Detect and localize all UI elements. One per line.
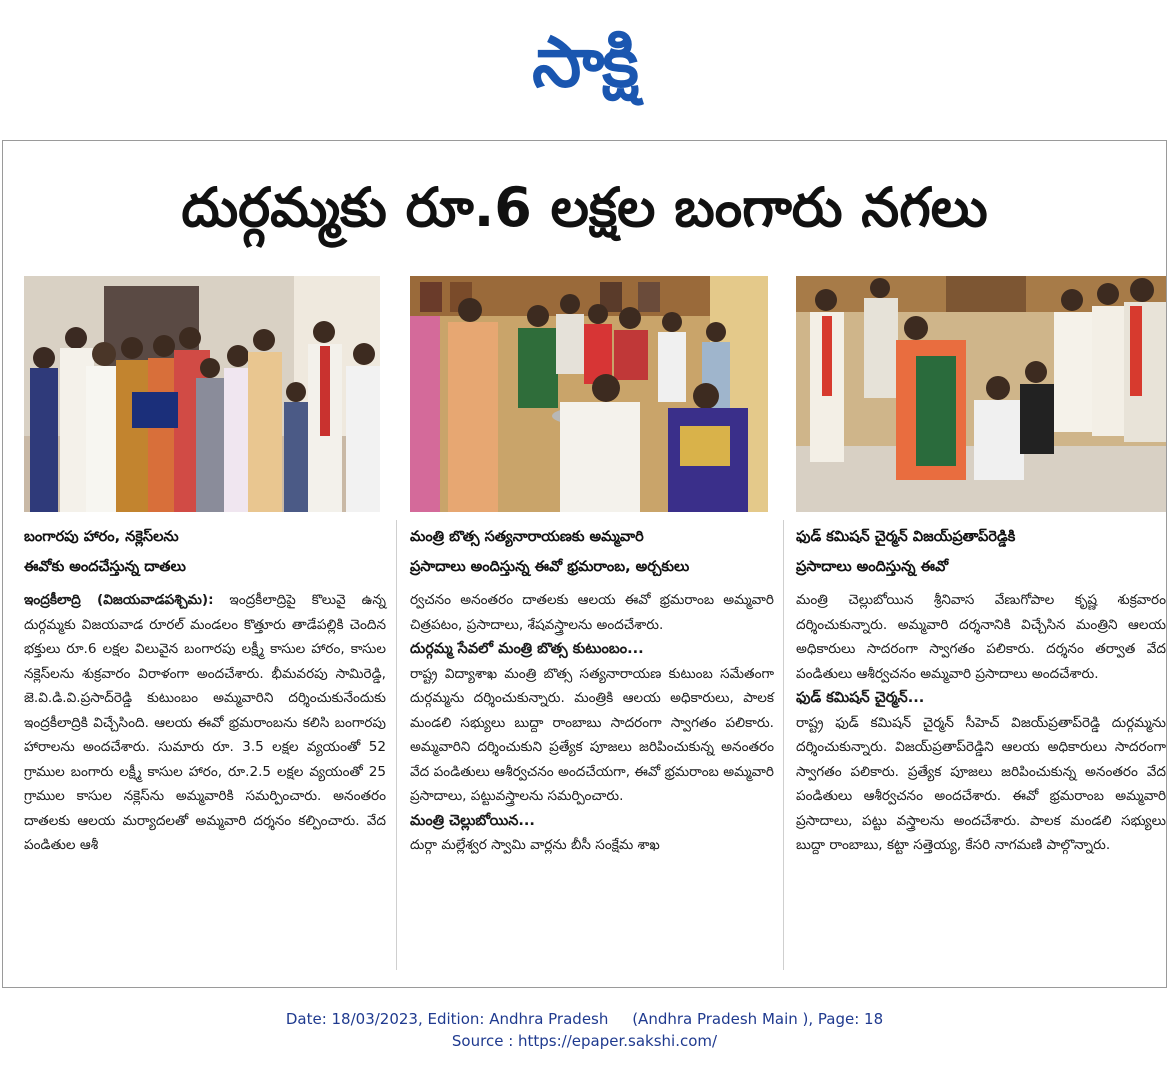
photo-caption-2 bbox=[410, 522, 772, 582]
caption-line: ప్రసాదాలు అందిస్తున్న ఈవో bbox=[796, 559, 949, 575]
article-subhead: ఫుడ్ కమిషన్ చైర్మన్... bbox=[796, 690, 925, 706]
article-subhead: దుర్గమ్మ సేవలో మంత్రి బొత్స కుటుంబం... bbox=[410, 641, 644, 657]
masthead bbox=[0, 10, 1169, 130]
epaper-footer bbox=[0, 1008, 1169, 1052]
sakshi-logo: సాక్షి bbox=[532, 20, 637, 103]
article-dateline: ఇంద్రకీలాద్రి (విజయవాడపశ్చిమ): bbox=[24, 592, 214, 608]
caption-line: బంగారపు హారం, నక్లెస్‌లను bbox=[24, 529, 179, 545]
photo-minister-receiving-prasadam bbox=[410, 276, 768, 512]
caption-line: మంత్రి బొత్స సత్యనారాయణకు అమ్మవారి bbox=[410, 529, 644, 545]
photo-caption-3 bbox=[796, 522, 1166, 582]
article-paragraph: రాష్ట్ర ఫుడ్ కమిషన్ చైర్మన్ సీహెచ్ విజయ్‌ప్రతాప్‌రెడ్డి దుర్గమ్మను దర్శించుకున్నారు. విజయ్‌ప్రతాప్‌రెడ్డిని ఆలయ అధికారులు సాదరంగా స్వాగతం పలికారు. ప్రత్యేక పూజలు జరిపించుకున్న అనంతరం వేద పండితులు ఆశీర్వచనం అందచేశారు. ఈవో భ్రమరాంబ అమ్మవారి ప్రసాదాలు, పట్టు వస్త్రాలను అందచేశారు. పాలక మండలి సభ్యులు బుద్దా రాంబాబు, కట్టా సత్తెయ్య, కేసరి నాగమణి పాల్గొన్నారు. bbox=[796, 714, 1166, 853]
column-divider bbox=[396, 520, 397, 970]
article-column-1 bbox=[24, 588, 386, 858]
edition-info: Date: 18/03/2023, Edition: Andhra Pradesh (Andhra Pradesh Main ), Page: 18 bbox=[285, 1010, 884, 1028]
photo-food-commission-chairman bbox=[796, 276, 1166, 512]
photo-donors-presenting-necklace bbox=[24, 276, 380, 512]
article-subhead: మంత్రి చెల్లుబోయిన... bbox=[410, 812, 535, 829]
article-headline: దుర్గమ్మకు రూ.6 లక్షల బంగారు నగలు bbox=[181, 176, 988, 239]
article-column-2 bbox=[410, 588, 774, 858]
caption-line: ఈవోకు అందచేస్తున్న దాతలు bbox=[24, 559, 186, 575]
article-paragraph: మంత్రి చెల్లుబోయిన శ్రీనివాస వేణుగోపాల కృష్ణ శుక్రవారం దర్శించుకున్నారు. అమ్మవారి దర్శనానికి విచ్చేసిన మంత్రిని ఆలయ అధికారులు సాదరంగా స్వాగతం పలికారు. దర్శనం తర్వాత వేద పండితులు ఆశీర్వచనం అమ్మవారి ప్రసాదాలు అందచేశారు. bbox=[796, 592, 1166, 682]
article-paragraph: ర్వచనం అనంతరం దాతలకు ఆలయ ఈవో భ్రమరాంబ అమ్మవారి చిత్రపటం, ప్రసాదాలు, శేషవస్త్రాలను అందచేశారు. bbox=[410, 592, 774, 633]
article-paragraph: దుర్గా మల్లేశ్వర స్వామి వార్లను బీసీ సంక్షేమ శాఖ bbox=[410, 837, 660, 853]
source-link[interactable]: Source : https://epaper.sakshi.com/ bbox=[451, 1032, 718, 1050]
article-paragraph: రాష్ట్ర విద్యాశాఖ మంత్రి బొత్స సత్యనారాయణ కుటుంబ సమేతంగా దుర్గమ్మను దర్శించుకున్నారు. మంత్రికి ఆలయ అధికారులు, పాలక మండలి సభ్యులు బుద్దా రాంబాబు సాదరంగా స్వాగతం పలికారు. అమ్మవారిని దర్శించుకుని ప్రత్యేక పూజలు జరిపించుకున్న అనంతరం వేద పండితులు ఆశీర్వచనం అందచేయగా, ఈవో భ్రమరాంబ అమ్మవారి ప్రసాదాలు, పట్టువస్త్రాలను సమర్పించారు. bbox=[410, 665, 774, 804]
article-body: ఇంద్రకీలాద్రిపై కొలువై ఉన్న దుర్గమ్మకు విజయవాడ రూరల్ మండలం కొత్తూరు తాడేపల్లికి చెందిన భక్తులు రూ.6 లక్షల విలువైన బంగారపు లక్ష్మీ కాసుల హారం, కాసుల నక్లెస్‌లను శుక్రవారం విరాళంగా అందచేశారు. భీమవరపు సామిరెడ్డి, జె.వి.డి.వి.ప్రసాద్‌రెడ్డి కుటుంబం అమ్మవారిని దర్శించుకునేందుకు ఇంద్రకీలాద్రికి విచ్చేసింది. ఆలయ ఈవో భ్రమరాంబను కలిసి బంగారపు హారాలను అందచేశారు. సుమారు రూ. 3.5 లక్షల వ్యయంతో 52 గ్రాముల బంగారు లక్ష్మీ కాసుల హారం, రూ.2.5 లక్షల వ్యయంతో 25 గ్రాముల కాసుల నక్లెస్‌ను అమ్మవారికి సమర్పించారు. అనంతరం దాతలకు ఆలయ మర్యాదలతో అమ్మవారి దర్శనం కల్పించారు. వేద పండితుల ఆశీ bbox=[24, 592, 387, 853]
article-column-3 bbox=[796, 588, 1166, 858]
caption-line: ప్రసాదాలు అందిస్తున్న ఈవో భ్రమరాంబ, అర్చకులు bbox=[410, 559, 690, 575]
caption-line: ఫుడ్ కమిషన్ చైర్మన్ విజయ్‌ప్రతాప్‌రెడ్డికి bbox=[796, 529, 1016, 545]
photo-caption-1 bbox=[24, 522, 384, 582]
column-divider bbox=[783, 520, 784, 970]
